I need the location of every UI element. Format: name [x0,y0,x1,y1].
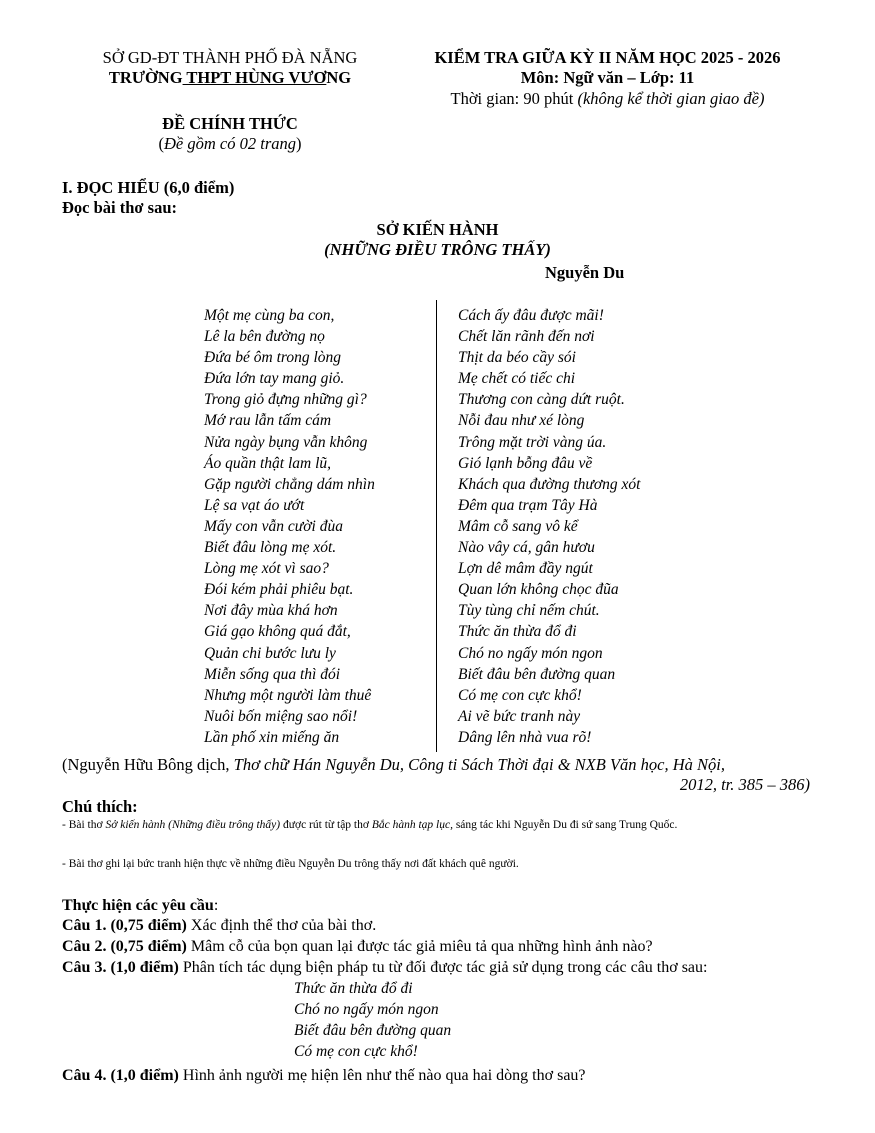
poem-line-left: Lòng mẹ xót vì sao? [204,560,329,578]
official-exam-label: ĐỀ CHÍNH THỨC [162,114,298,133]
page-count-text: Đề gồm có 02 trang [164,134,296,153]
poem-line-right: Lợn dê mâm đầy ngút [458,560,593,578]
question-4 [62,1066,586,1086]
time-note: (không kể thời gian giao đề) [577,89,765,108]
poem-line-right: Dâng lên nhà vua rõ! [458,728,592,746]
page-count-open: ( [158,134,164,153]
time-label: Thời gian: 90 phút [450,89,578,108]
q3-quote-line: Chó no ngấy món ngon [294,1001,439,1019]
school-suffix: NG [326,68,352,87]
q3-quote [294,978,451,1062]
poem-line-right: Quan lớn không chọc đũa [458,581,619,599]
note1-a: - Bài thơ [62,819,106,831]
q3-text: Phân tích tác dụng biện pháp tu từ đối được tác giả sử dụng trong các câu thơ sau: [178,959,708,976]
note-1 [62,818,822,833]
poem-line-right: Chó no ngấy món ngon [458,644,603,662]
source-book: Thơ chữ Hán Nguyễn Du, Công ti Sách Thời đại & NXB Văn học, Hà Nội, [233,755,725,774]
poem-line-left: Miễn sống qua thì đói [204,665,341,683]
department-name: SỞ GD-ĐT THÀNH PHỐ ĐÀ NẴNG [102,48,358,67]
poem-line-left: Áo quần thật lam lũ, [204,454,332,472]
question-1 [62,916,376,936]
subject-line: Môn: Ngữ văn – Lớp: 11 [520,68,695,87]
q1-text: Xác định thể thơ của bài thơ. [186,917,377,934]
page-count-note [70,134,390,153]
poem-line-left: Nơi đây mùa khá hơn [204,602,338,620]
poem-line-left: Đứa bé ôm trong lòng [204,349,342,367]
poem-line-left: Lê la bên đường nọ [204,328,325,346]
school-underlined: THPT HÙNG VƯƠ [182,68,327,87]
poem-left-column [204,305,375,748]
question-3 [62,958,707,978]
poem-line-left: Đứa lớn tay mang giỏ. [204,370,345,388]
poem-line-right: Nỗi đau như xé lòng [458,412,585,430]
poem-line-left: Nhưng một người làm thuê [204,686,372,704]
q3-label: Câu 3. (1,0 điểm) [62,959,179,976]
q3-quote-line: Có mẹ con cực khổ! [294,1043,418,1061]
poem-line-right: Biết đâu bên đường quan [458,665,616,683]
poem-line-left: Trong giỏ đựng những gì? [204,391,367,409]
poem-title: SỞ KIẾN HÀNH [376,220,499,239]
school-prefix: TRƯỜNG [108,68,183,87]
poem-line-left: Quản chi bước lưu ly [204,644,336,662]
poem-author: Nguyễn Du [545,263,625,282]
poem-source-line2: 2012, tr. 385 – 386) [679,775,810,794]
poem-line-left: Nửa ngày bụng vẫn không [204,433,368,451]
tasks-heading [62,896,218,916]
poem-line-left: Gặp người chẳng dám nhìn [204,475,375,493]
q4-label: Câu 4. (1,0 điểm) [62,1067,179,1084]
section-instruction: Đọc bài thơ sau: [62,198,178,217]
q3-quote-line: Biết đâu bên đường quan [294,1022,452,1040]
q4-text: Hình ảnh người mẹ hiện lên như thế nào qua hai dòng thơ sau? [178,1067,586,1084]
poem-line-left: Đói kém phải phiêu bạt. [204,581,354,599]
poem-line-right: Thịt da béo cầy sói [458,349,576,367]
section-heading: I. ĐỌC HIỂU (6,0 điểm) [62,178,235,197]
notes-heading: Chú thích: [62,797,138,816]
note1-b: Sở kiến hành (Những điều trông thấy) [105,819,281,831]
poem-line-right: Trông mặt trời vàng úa. [458,433,607,451]
poem-line-right: Khách qua đường thương xót [458,475,641,493]
poem-line-right: Cách ấy đâu được mãi! [458,307,604,324]
q2-label: Câu 2. (0,75 điểm) [62,938,187,955]
poem-line-right: Mâm cỗ sang vô kể [458,517,578,535]
poem-line-right: Thương con càng dứt ruột. [458,391,625,409]
poem-line-right: Thức ăn thừa đổ đi [458,623,577,641]
poem-subtitle: (NHỮNG ĐIỀU TRÔNG THẤY) [324,240,551,259]
question-2 [62,937,653,957]
note1-c: được rút từ tập thơ [280,819,372,831]
school-name [70,68,390,87]
note1-d: Bắc hành tạp lục, [371,819,453,831]
tasks-heading-colon: : [213,897,219,914]
q1-label: Câu 1. (0,75 điểm) [62,917,187,934]
poem-line-left: Mớ rau lẫn tấm cám [204,412,332,430]
poem-line-left: Mấy con vẫn cười đùa [204,517,343,535]
poem-line-right: Tùy tùng chỉ nếm chút. [458,602,600,620]
poem-line-left: Lần phố xin miếng ăn [204,728,340,746]
page-count-close: ) [295,134,302,153]
poem-divider [436,300,437,752]
poem-line-left: Lệ sa vạt áo ướt [204,496,305,514]
poem-right-column [458,305,640,748]
poem-line-left: Biết đâu lòng mẹ xót. [204,539,337,557]
poem-line-right: Nào vây cá, gân hươu [458,539,595,557]
time-line [400,89,815,108]
poem-line-right: Chết lăn rãnh đến nơi [458,328,595,346]
note-2: - Bài thơ ghi lại bức tranh hiện thực về những điều Nguyễn Du trông thấy nơi đất khách quê người. [62,858,519,870]
q3-quote-line: Thức ăn thừa đổ đi [294,980,413,997]
poem-line-left: Một mẹ cùng ba con, [204,307,335,324]
poem-line-right: Có mẹ con cực khổ! [458,686,582,704]
poem-source-line1 [62,755,725,774]
note1-e: sáng tác khi Nguyễn Du đi sứ sang Trung Quốc. [452,819,678,831]
poem-line-right: Ai vẽ bức tranh này [458,707,581,725]
exam-title: KIỂM TRA GIỮA KỲ II NĂM HỌC 2025 - 2026 [434,48,781,67]
poem-line-right: Mẹ chết có tiếc chi [458,370,576,388]
poem-line-left: Nuôi bốn miệng sao nổi! [204,707,358,725]
poem-line-right: Gió lạnh bỗng đâu về [458,454,593,472]
poem-line-right: Đêm qua trạm Tây Hà [458,496,598,514]
tasks-heading-text: Thực hiện các yêu cầu [62,897,214,914]
q2-text: Mâm cỗ của bọn quan lại được tác giả miêu tả qua những hình ảnh nào? [186,938,653,955]
poem-line-left: Giá gạo không quá đắt, [204,623,351,641]
source-prefix: (Nguyễn Hữu Bông dịch, [62,755,234,774]
